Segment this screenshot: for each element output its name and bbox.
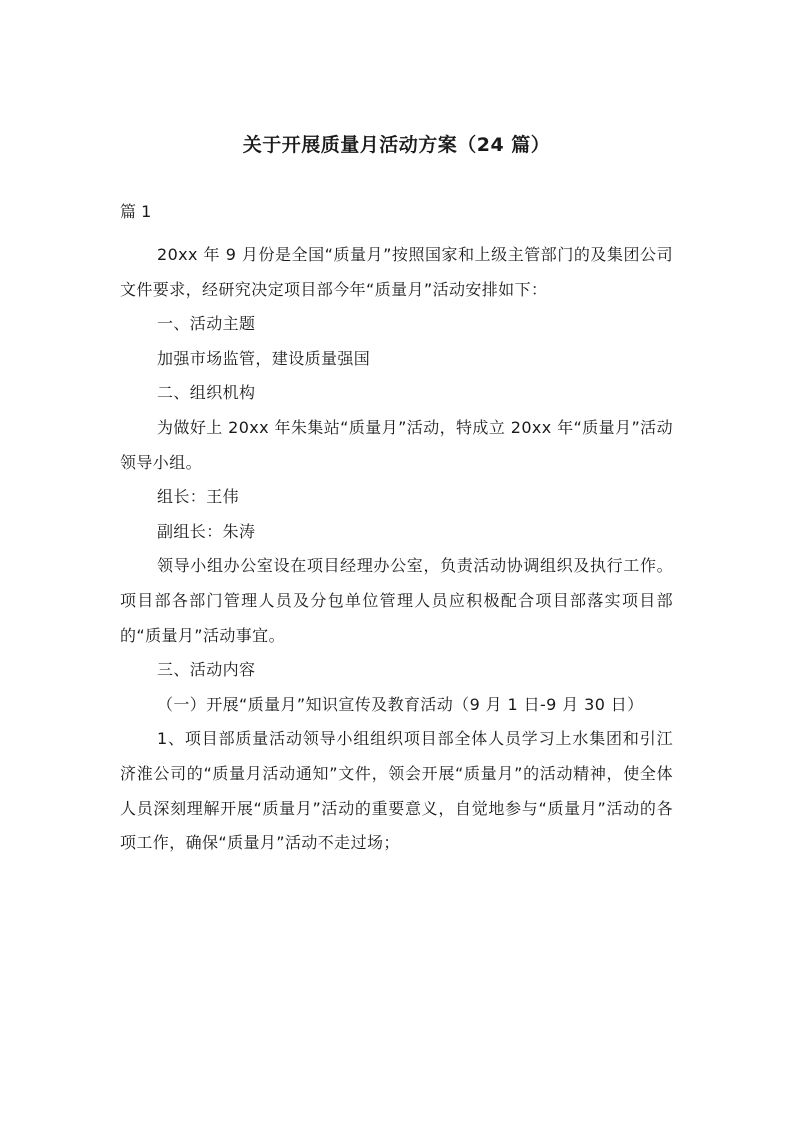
document-title: 关于开展质量月活动方案（24 篇） <box>242 134 551 156</box>
document-body <box>120 238 673 861</box>
paragraph-item-1: 1、项目部质量活动领导小组组织项目部全体人员学习上水集团和引江济淮公司的“质量月活动通知”文件，领会开展“质量月”的活动精神，使全体人员深刻理解开展“质量月”活动的重要意义，自觉地参与“质量月”活动的各项工作，确保“质量月”活动不走过场； <box>120 729 673 853</box>
paragraph-theme: 加强市场监管，建设质量强国 <box>157 348 371 368</box>
paragraph-leader: 组长：王伟 <box>157 487 240 507</box>
subheading-publicity: （一）开展“质量月”知识宣传及教育活动（9 月 1 日-9 月 30 日） <box>157 694 644 714</box>
section-heading: 篇 1 <box>120 202 152 221</box>
paragraph-deputy-leader: 副组长：朱涛 <box>157 521 256 541</box>
heading-theme: 一、活动主题 <box>157 314 256 334</box>
paragraph-organization: 为做好上 20xx 年朱集站“质量月”活动，特成立 20xx 年“质量月”活动领导小组。 <box>120 417 673 472</box>
heading-organization: 二、组织机构 <box>157 383 256 403</box>
heading-content: 三、活动内容 <box>157 660 256 680</box>
paragraph-intro: 20xx 年 9 月份是全国“质量月”按照国家和上级主管部门的及集团公司文件要求，经研究决定项目部今年“质量月”活动安排如下： <box>120 245 673 299</box>
paragraph-office: 领导小组办公室设在项目经理办公室，负责活动协调组织及执行工作。项目部各部门管理人员及分包单位管理人员应积极配合项目部落实项目部的“质量月”活动事宜。 <box>120 556 673 645</box>
